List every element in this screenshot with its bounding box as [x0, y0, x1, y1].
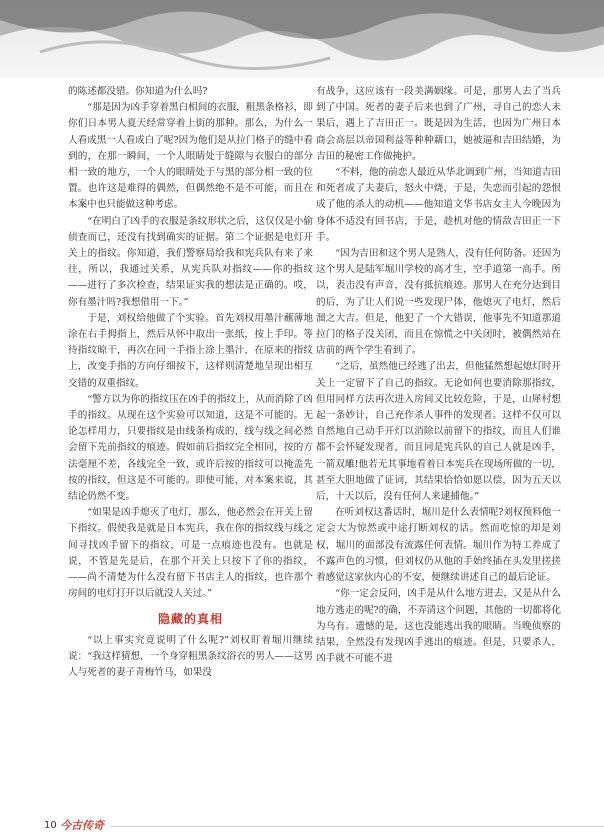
paragraph: “在明白了凶手的衣服是条纹形状之后，这仅仅是小偷侦查而已，还没有找到确实的证据。第二个证据是电灯开关上的指纹。你知道，我们警察局给我和宪兵队有来了来往，所以，我通过关系，从宪兵队对指纹——你的指纹——进行了多次检查，结果证实我的想法是正确的。哎，你有墨汁吗?我想借用一下。” — [68, 215, 313, 308]
paragraph: 的陈述都没错。你知道为什么吗? — [68, 86, 208, 97]
decorative-header-band — [0, 0, 604, 78]
paragraph: “不料，他的前恋人最近从华北调到广州，当知道吉田和死者成了夫妻后，怒火中烧，于是，失恋而引起的怨恨成了他的杀人的动机——他知道文华书店女主人今晚因为身体不适没有回书店，于是，趁机对他的情敌吉田正一下手。 — [316, 167, 561, 243]
paragraph: “以上事实究竟说明了什么呢?”刘权盯着堀川继续说：“我这样猜想，一个身穿粗黑条纹浴衣的男人——这男人与死者的妻子青梅竹马，如果没 — [68, 634, 313, 679]
paragraph: 于是，刘权给他做了个实验。首先刘权用墨汁蘸薄地涂在右手拇指上，然后从怀中取出一张纸，按上手印。等待指纹晾干，再次在同一手指上涂上墨汁，在原来的指纹上，改变手指的方向仔细按下，这样则清楚地呈现出相互交错的双重指纹。 — [68, 312, 313, 389]
magazine-logo: 今古传奇 — [60, 819, 104, 832]
paragraph: “警方以为你的指纹压在凶手的指纹上，从而消除了凶手的指纹。从现在这个实验可以知道，这是不可能的。无论怎样用力，只要指纹是由线条构成的，线与线之间必然会留下先前指纹的痕迹。假如前后指纹完全相同，按的方法毫厘不差，各线完全一致，或许后按的指纹可以掩盖先按的指纹，但这是不可能的。即使可能，对本案来说，其结论仍然不变。 — [68, 393, 313, 503]
right-text-column — [316, 84, 561, 667]
paragraph: “如果是凶手熄灭了电灯，那么，他必然会在开关上留下指纹。假使我是就是日本宪兵，我在你的指纹线与线之间寻找凶手留下的指纹，可是一点痕迹也没有。也就是说，不管是先是后，在那个开关上只按下了你的指纹，——尚不清楚为什么没有留下书店主人的指纹，也许那个房间的电灯打开以后就没人关过。” — [68, 507, 313, 600]
page-number: 10 — [44, 820, 57, 831]
paragraph: 有战争，这应该有一段美满姻缘。可是，那男人去了当兵到了中国。死者的妻子后来也到了广州，寻自己的恋人未果后，遇上了吉田正一。既是因为生活，也因为广州日本商会高层以帝国利益等种种藉口，她被逼和吉田结婚，为吉田的秘密工作做掩护。 — [316, 86, 561, 162]
wave-decoration — [0, 0, 604, 78]
paragraph: “那是因为凶手穿着黑白相间的衣服，粗黑条格衫，即你们日本男人夏天经常穿着上街的那种。那么，为什么一人看成黑一人看成白了呢?因为他们是从拉门格子的缝中看到的，在那一瞬间，一个人眼睛处于缝隙与衣服白的部分相一致的地方，一个人的眼睛处于与黑的部分相一致的位置。也许这是难得的偶然，但偶然绝不是不可能，而且在本案中也只能做这种考虑。 — [68, 102, 313, 211]
paragraph: 在听刘权这番话时，堀川是什么表情呢?刘权预料他一定会大为惊然或中途打断刘权的话。然而吃惊的却是刘权，堀川的面部没有流露任何表情。堀川作为特工养成了不露声色的习惯，但刘权仍从他的手始终插在头发里搓搓着感觉这家伙内心的不安，便继续讲述自己的最后论证。 — [316, 507, 561, 584]
page-footer — [0, 813, 604, 839]
section-heading: 隐藏的真相 — [157, 611, 223, 626]
left-text-column — [68, 84, 313, 681]
paragraph: “你一定会反问，凶手是从什么地方进去，又是从什么地方逃走的呢?的确，不弄清这个问题，其他的一切都将化为乌有。遗憾的是，这也没能逃出我的眼睛。当晚侦察的结果，全然没有发现凶手逃出的痕迹。但是，只要杀人，凶手就不可能不进 — [316, 588, 561, 665]
paragraph: “因为吉田和这个男人是熟人，没有任何防备。还因为这个男人是陆军堀川学校的高才生，空手道第一高手。所以，表击没有声音，没有抵抗痕迹。那男人在充分达到目的后，为了让人们说一些发现尸体，他熄灭了电灯，然后溜之大吉。但是，他犯了一个大错误，他事先不知道那道拉门的格子没关闭，而且在惊慌之中关闭时，被偶然站在店前的两个学生看到了。 — [316, 248, 561, 357]
paragraph: “之后，虽然他已经逃了出去，但他猛然想起熄灯时开关上一定留下了自己的指纹。无论如何也要消除那指纹，但用同样方法再次进入房间又比较危险，于是，山犀村想起一条妙计，自己充作杀人事件的发现者。这样不仅可以自然地自己动手开灯以消除以前留下的指纹，而且人们谁都不会怀疑发现者，而且同是宪兵队的自己人就是凶手，一箭双雕!他若无其事地看着日本宪兵在现场所做的一切，甚至大胆地做了证词，其结果恰恰如愿以偿，因为五天以后，十天以后，没有任何人来逮捕他。” — [316, 361, 561, 503]
footer-divider — [110, 826, 604, 827]
